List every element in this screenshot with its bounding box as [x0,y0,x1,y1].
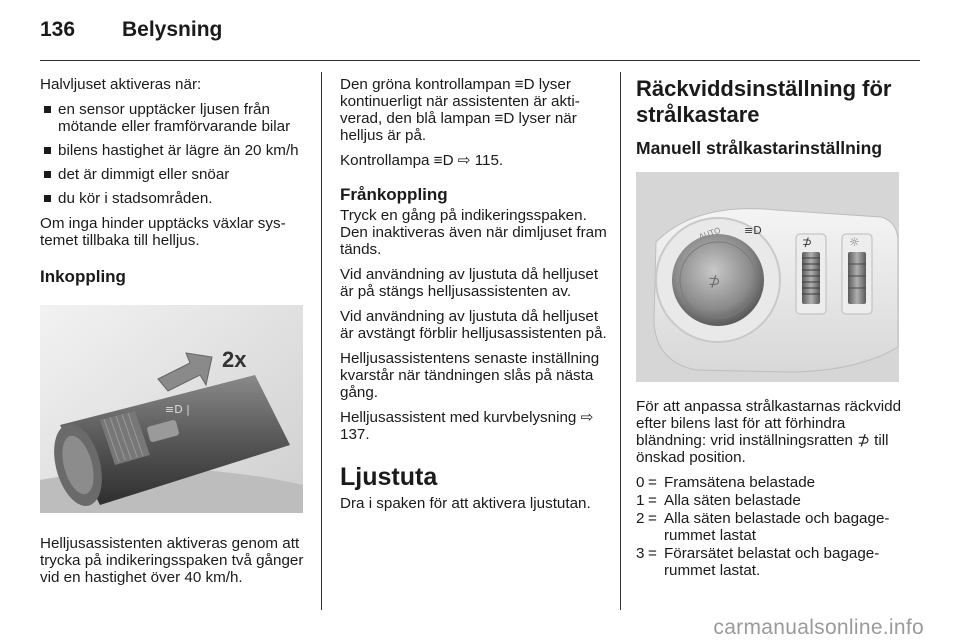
header-rule [40,60,920,61]
memory-text: Helljusassistentens senaste inställning kvarstår när tändningen slås på nästa gång. [340,350,600,401]
flash-on-text: Vid användning av ljustuta då helljuset är på stängs helljusassistenten av. [340,266,599,300]
list-item: 1 = Alla säten belastade [636,492,801,509]
page-number: 136 [40,18,76,41]
flash-text: Dra i spaken för att aktivera ljustutan. [340,495,591,512]
indicator-text: Den gröna kontrollampan ≡D lyser kontinuerligt när assistenten är aktiverad, den blå lampan ≡D lyser när helljus är på. [340,76,580,144]
headlight-switch-illustration [636,172,899,382]
bullet-square-icon [44,106,51,113]
list-item: 2 = Alla säten belastade och bagagerummet lastat [636,510,890,544]
indicator-reference: Kontrollampa ≡D ⇨ 115. [340,152,504,169]
watermark: carmanualsonline.info [713,616,924,639]
page-title: Belysning [122,18,223,41]
section-heading-range: Räckviddsinställning för strålkastare [636,76,892,127]
cornering-reference: Helljusassistent med kurvbelysning ⇨ 137. [340,409,594,443]
list-item: du kör i stadsområden. [40,190,305,207]
page-header [40,18,920,58]
section-heading-ljustuta: Ljustuta [340,463,438,491]
switch-label-auto: AUTO [697,225,722,242]
fallback-text: Om inga hinder upptäcks växlar systemet tillbaka till helljus. [40,215,286,249]
svg-text:≡D: ≡D [744,224,762,237]
column-2 [340,76,608,520]
svg-text:≡D |: ≡D | [165,403,190,416]
list-item: 0 = Framsätena belastade [636,474,816,491]
figure-caption: Helljusassistenten aktiveras genom att trycka på indikeringsspaken två gånger vid en hastighet över 40 km/h. [40,535,304,586]
svg-text:⊅: ⊅ [708,272,721,290]
stalk-illustration [40,305,303,513]
section-heading-frankoppling: Frånkoppling [340,185,448,204]
range-wheel-icon [802,252,820,304]
column-divider-1 [321,72,322,610]
intro-text: Halvljuset aktiveras när: [40,76,202,93]
flash-off-text: Vid användning av ljustuta då helljuset är avstängt förblir helljusassistenten på. [340,308,607,342]
deactivation-text: Tryck en gång på indikeringsspaken. Den inaktiveras även när dimljuset fram tänds. [340,207,607,258]
load-position-list [636,474,906,579]
svg-text:⊅: ⊅ [802,235,813,249]
column-divider-2 [620,72,621,610]
dimmer-wheel-icon [848,252,866,304]
bullet-square-icon [44,171,51,178]
svg-text:☼: ☼ [849,235,860,249]
bullet-square-icon [44,147,51,154]
section-heading-inkoppling: Inkoppling [40,267,126,286]
column-1 [40,76,305,594]
list-item: det är dimmigt eller snöar [40,166,305,183]
figure-label-2x: 2x [222,347,247,372]
list-item: 3 = Förarsätet belastat och bagagerummet lastat. [636,545,880,579]
condition-list [40,101,305,207]
adjustment-text: För att anpassa strålkastarnas räckvidd efter bilens last för att förhindra bländning: vrid inställningsratten ⊅ till önskad position. [636,398,902,466]
column-3 [636,76,906,580]
bullet-square-icon [44,195,51,202]
list-item: bilens hastighet är lägre än 20 km/h [40,142,305,159]
subheading-manual: Manuell strålkastarinställning [636,138,883,158]
list-item: en sensor upptäcker ljusen från mötande eller framförvarande bilar [40,101,305,135]
